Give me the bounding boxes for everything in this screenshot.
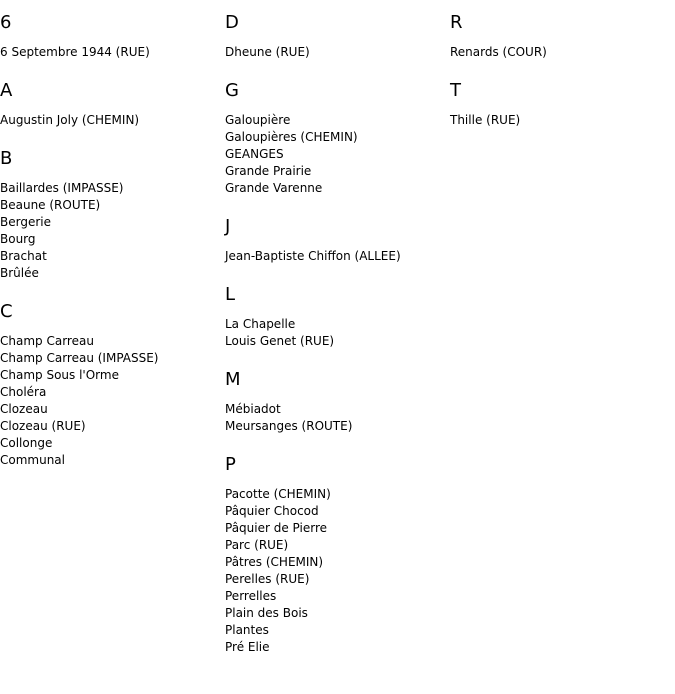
street-list: [225, 401, 445, 435]
street-list-item: [0, 367, 220, 384]
street-name-link[interactable]: Beaune (ROUTE): [0, 198, 101, 212]
street-name-link[interactable]: Galoupière: [225, 113, 291, 127]
street-name-link[interactable]: GEANGES: [225, 147, 284, 161]
street-name-link[interactable]: Augustin Joly (CHEMIN): [0, 113, 140, 127]
street-list-item: [225, 180, 445, 197]
street-list-item: [0, 418, 220, 435]
street-list-item: [0, 112, 220, 129]
street-list-item: [0, 401, 220, 418]
street-list-item: [0, 231, 220, 248]
street-list-item: [225, 333, 445, 350]
street-name-link[interactable]: Pré Elie: [225, 640, 270, 654]
street-list: [450, 112, 670, 129]
street-name-link[interactable]: Communal: [0, 453, 65, 467]
street-list-item: [0, 44, 220, 61]
street-name-link[interactable]: Plantes: [225, 623, 269, 637]
street-name-link[interactable]: Meursanges (ROUTE): [225, 419, 353, 433]
street-name-link[interactable]: Perrelles: [225, 589, 277, 603]
street-name-link[interactable]: Pâquier de Pierre: [225, 521, 328, 535]
letter-group: [225, 216, 445, 265]
street-name-link[interactable]: Clozeau: [0, 402, 48, 416]
street-name-link[interactable]: Pâquier Chocod: [225, 504, 319, 518]
letter-group: [0, 80, 220, 129]
street-list-item: [450, 44, 670, 61]
street-list: [0, 112, 220, 129]
street-list-item: [0, 384, 220, 401]
letter-group: [225, 12, 445, 61]
street-name-link[interactable]: Pacotte (CHEMIN): [225, 487, 331, 501]
street-list-item: [225, 588, 445, 605]
street-list-item: [0, 435, 220, 452]
letter-group: [225, 284, 445, 350]
street-column-1: [0, 0, 220, 469]
letter-group: [225, 369, 445, 435]
street-name-link[interactable]: 6 Septembre 1944 (RUE): [0, 45, 150, 59]
street-list-item: [225, 486, 445, 503]
letter-heading: T: [450, 80, 461, 101]
street-name-link[interactable]: Choléra: [0, 385, 47, 399]
street-name-link[interactable]: Mébiadot: [225, 402, 281, 416]
street-name-link[interactable]: Champ Carreau (IMPASSE): [0, 351, 159, 365]
street-list-item: [225, 418, 445, 435]
street-name-link[interactable]: Parc (RUE): [225, 538, 289, 552]
letter-group: [450, 12, 670, 61]
street-list: [225, 316, 445, 350]
street-name-link[interactable]: Brachat: [0, 249, 47, 263]
street-name-link[interactable]: Champ Carreau: [0, 334, 94, 348]
street-list-item: [225, 163, 445, 180]
street-list-item: [225, 605, 445, 622]
street-list-item: [225, 622, 445, 639]
street-list-item: [0, 180, 220, 197]
letter-group: [0, 12, 220, 61]
street-list-item: [225, 520, 445, 537]
street-name-link[interactable]: Baillardes (IMPASSE): [0, 181, 124, 195]
street-list-item: [225, 112, 445, 129]
street-name-link[interactable]: Plain des Bois: [225, 606, 308, 620]
street-list-item: [0, 197, 220, 214]
street-name-link[interactable]: Collonge: [0, 436, 53, 450]
street-name-link[interactable]: Renards (COUR): [450, 45, 547, 59]
street-name-link[interactable]: Bergerie: [0, 215, 51, 229]
street-list: [225, 486, 445, 656]
letter-heading: R: [450, 12, 463, 33]
street-list: [0, 44, 220, 61]
letter-heading: J: [225, 216, 231, 237]
street-name-link[interactable]: Champ Sous l'Orme: [0, 368, 119, 382]
street-list: [0, 180, 220, 282]
street-list: [225, 44, 445, 61]
letter-group: [225, 454, 445, 656]
letter-group: [0, 148, 220, 282]
street-list-item: [225, 639, 445, 656]
street-list-item: [0, 350, 220, 367]
letter-heading: D: [225, 12, 239, 33]
street-list-item: [225, 401, 445, 418]
street-name-link[interactable]: La Chapelle: [225, 317, 296, 331]
street-name-link[interactable]: Grande Prairie: [225, 164, 312, 178]
street-list-item: [225, 146, 445, 163]
street-list-item: [225, 129, 445, 146]
street-column-2: [225, 0, 445, 656]
letter-heading: L: [225, 284, 236, 305]
street-name-link[interactable]: Dheune (RUE): [225, 45, 310, 59]
letter-heading: M: [225, 369, 241, 390]
street-list-item: [450, 112, 670, 129]
street-list: [0, 333, 220, 469]
street-column-3: [450, 0, 670, 129]
street-name-link[interactable]: Jean-Baptiste Chiffon (ALLEE): [225, 249, 401, 263]
letter-group: [0, 301, 220, 469]
street-name-link[interactable]: Brûlée: [0, 266, 39, 280]
letter-heading: B: [0, 148, 13, 169]
street-list-item: [0, 248, 220, 265]
letter-group: [450, 80, 670, 129]
street-list-item: [225, 554, 445, 571]
letter-heading: C: [0, 301, 13, 322]
street-list-item: [0, 214, 220, 231]
letter-heading: G: [225, 80, 239, 101]
street-name-link[interactable]: Grande Varenne: [225, 181, 323, 195]
street-list-item: [225, 537, 445, 554]
street-list: [450, 44, 670, 61]
street-list: [225, 112, 445, 197]
street-list-item: [225, 503, 445, 520]
street-name-link[interactable]: Clozeau (RUE): [0, 419, 86, 433]
street-list-item: [225, 571, 445, 588]
street-name-link[interactable]: Bourg: [0, 232, 36, 246]
street-list: [225, 248, 445, 265]
street-list-item: [225, 44, 445, 61]
street-name-link[interactable]: Louis Genet (RUE): [225, 334, 335, 348]
street-list-item: [0, 452, 220, 469]
street-name-link[interactable]: Thille (RUE): [450, 113, 521, 127]
letter-heading: 6: [0, 12, 12, 33]
letter-group: [225, 80, 445, 197]
street-name-link[interactable]: Pâtres (CHEMIN): [225, 555, 324, 569]
letter-heading: P: [225, 454, 236, 475]
street-list-item: [0, 333, 220, 350]
street-list-item: [0, 265, 220, 282]
street-name-link[interactable]: Perelles (RUE): [225, 572, 310, 586]
letter-heading: A: [0, 80, 13, 101]
street-name-link[interactable]: Galoupières (CHEMIN): [225, 130, 358, 144]
street-list-item: [225, 316, 445, 333]
street-list-item: [225, 248, 445, 265]
